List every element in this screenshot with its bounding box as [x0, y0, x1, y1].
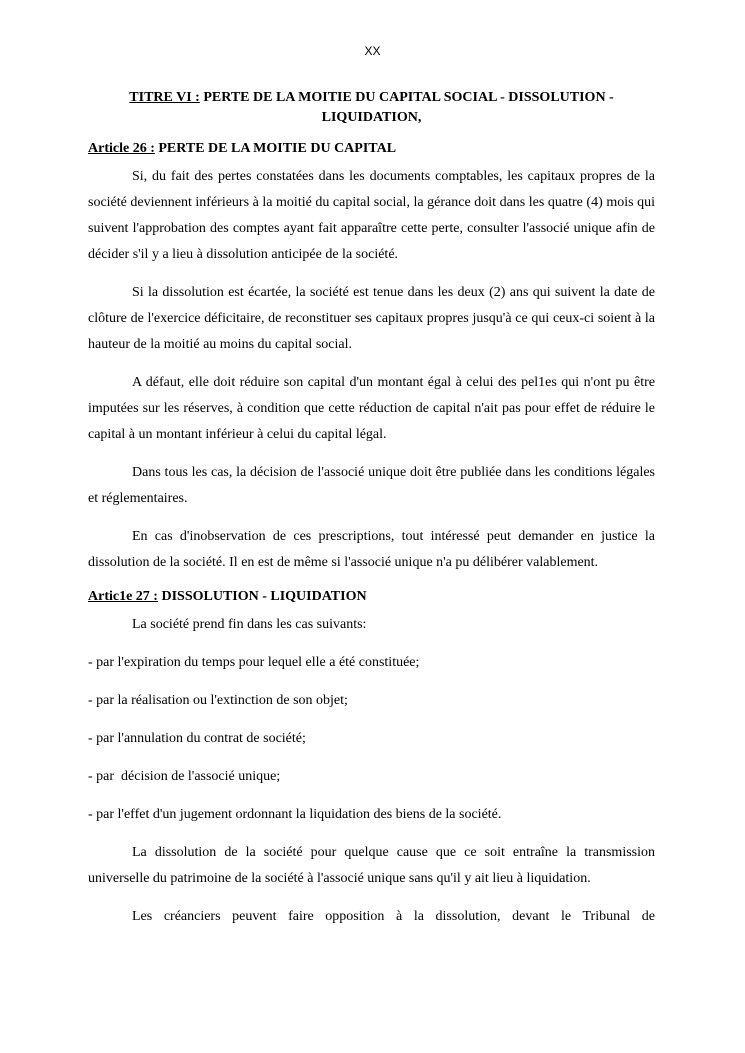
article-26-heading: [88, 140, 655, 158]
list-item: - par l'expiration du temps pour lequel elle a été constituée;: [88, 655, 420, 670]
article-26-paragraph: Si, du fait des pertes constatées dans les documents comptables, les capitaux propres de la société deviennent inférieurs à la moitié du capital social, la gérance doit dans les quatre (4) mois qui suivent l'approbation des comptes ayant fait apparaître cette perte, consulter l'associé unique afin de décider s'il y a lieu à dissolution anticipée de la société.: [88, 169, 655, 262]
article-26-title: PERTE DE LA MOITIE DU CAPITAL: [154, 141, 397, 156]
article-27-label: Artic1e 27 :: [88, 589, 158, 604]
list-item: - par décision de l'associé unique;: [88, 769, 281, 784]
article-26-label: Article 26 :: [88, 141, 155, 156]
article-26-paragraph: Dans tous les cas, la décision de l'associé unique doit être publiée dans les conditions légales et réglementaires.: [88, 465, 655, 506]
page-number: XX: [364, 44, 381, 58]
list-item: - par l'effet d'un jugement ordonnant la liquidation des biens de la société.: [88, 807, 502, 822]
article-27-paragraph: La dissolution de la société pour quelque cause que ce soit entraîne la transmission universelle du patrimoine de la société à l'associé unique sans qu'il y ait lieu à liquidation.: [88, 845, 655, 886]
section-title: [88, 88, 655, 128]
article-26-paragraph: Si la dissolution est écartée, la société est tenue dans les deux (2) ans qui suivent la date de clôture de l'exercice déficitaire, de reconstituer ses capitaux propres jusqu'à ce qui ceux-ci soient à la hauteur de la moitié au moins du capital social.: [88, 285, 655, 352]
list-item: - par la réalisation ou l'extinction de son objet;: [88, 693, 348, 708]
article-26-paragraph: En cas d'inobservation de ces prescriptions, tout intéressé peut demander en justice la dissolution de la société. Il en est de même si l'associé unique n'a pu délibérer valablement.: [88, 529, 655, 570]
title-text: PERTE DE LA MOITIE DU CAPITAL SOCIAL - DISSOLUTION - LIQUIDATION,: [199, 90, 614, 125]
article-27-paragraph: Les créanciers peuvent faire opposition à la dissolution, devant le Tribunal de: [132, 909, 655, 924]
article-27-intro: La société prend fin dans les cas suivants:: [132, 617, 367, 632]
list-item: - par l'annulation du contrat de société;: [88, 731, 306, 746]
article-27-heading: [88, 588, 655, 606]
title-label: TITRE VI :: [129, 90, 200, 105]
article-27-title: DISSOLUTION - LIQUIDATION: [157, 589, 367, 604]
document-body: [88, 88, 655, 930]
article-26-paragraph: A défaut, elle doit réduire son capital d'un montant égal à celui des pel1es qui n'ont pu être imputées sur les réserves, à condition que cette réduction de capital n'ait pas pour effet de réduire le capital à un montant inférieur à celui du capital légal.: [88, 375, 655, 442]
